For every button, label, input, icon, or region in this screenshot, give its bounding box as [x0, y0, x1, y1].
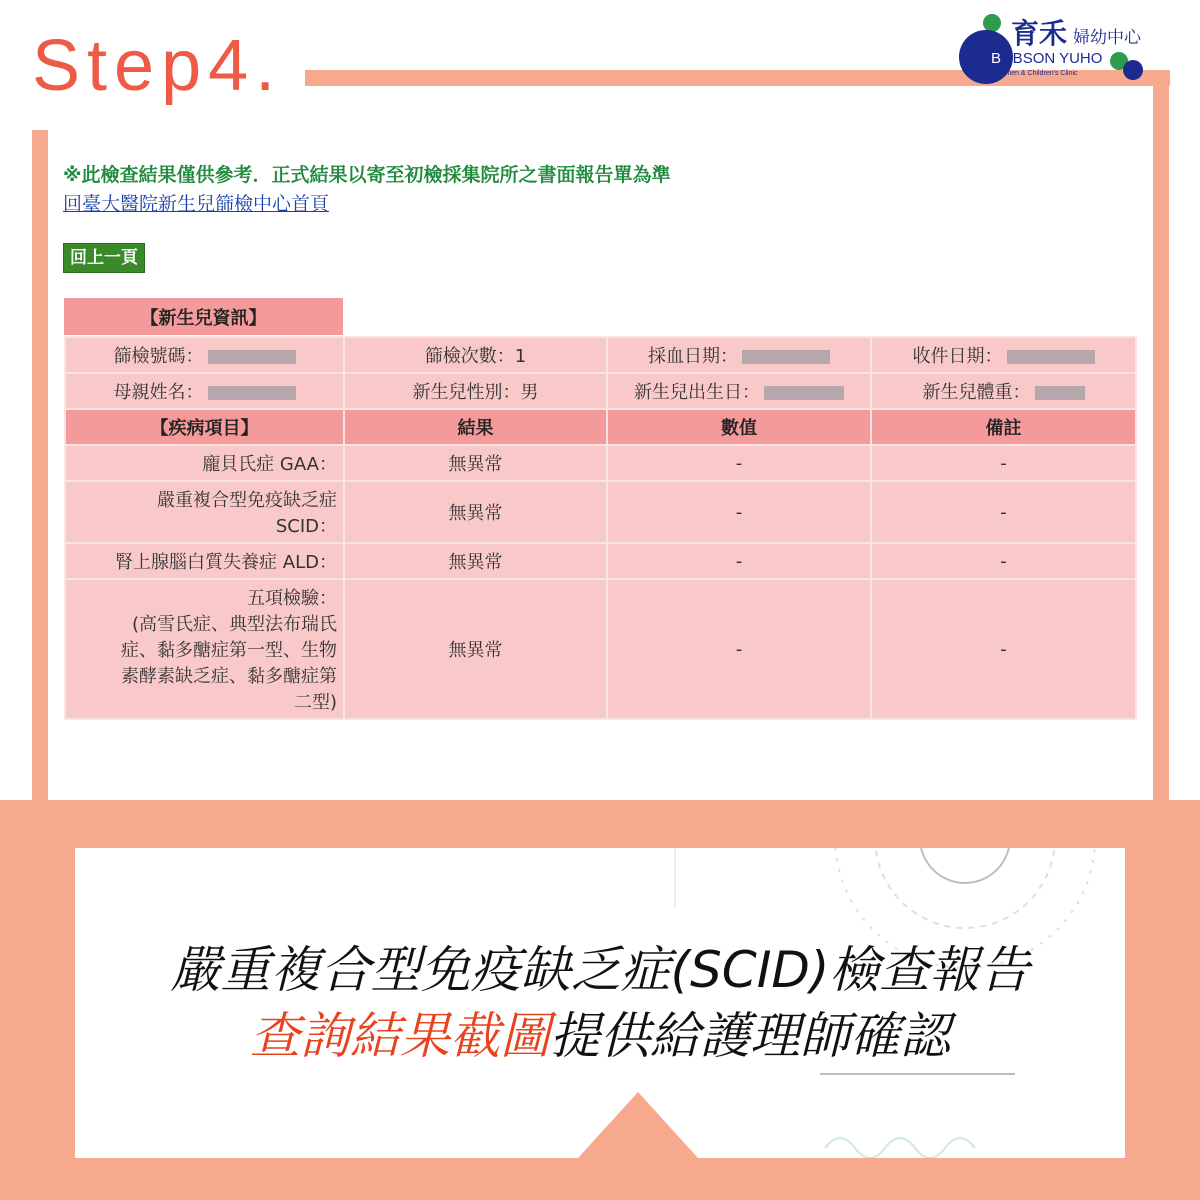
value-cell: -: [607, 579, 871, 719]
screening-center-home-link[interactable]: 回臺大醫院新生兒篩檢中心首頁: [63, 193, 330, 215]
col-disease-header: 【疾病項目】: [65, 409, 344, 445]
disclaimer-notice: ※此檢查結果僅供參考．正式結果以寄至初檢採集院所之書面報告單為準: [63, 164, 671, 186]
baby-sex-cell: 新生兒性別：男: [344, 373, 607, 409]
logo-subtitle: Women & Children's Clinic: [995, 70, 1078, 77]
table-row: [65, 543, 1136, 579]
disease-name: 龐貝氏症 GAA：: [65, 445, 344, 481]
disease-name: 嚴重複合型免疫缺乏症 SCID：: [65, 481, 344, 543]
screening-count-cell: 篩檢次數：1: [344, 337, 607, 373]
results-header-row: [65, 409, 1136, 445]
result-cell: 無異常: [344, 445, 607, 481]
caption-title: 嚴重複合型免疫缺乏症(SCID)檢查報告: [170, 941, 1030, 999]
back-button[interactable]: 回上一頁: [63, 243, 145, 273]
value-cell: -: [607, 543, 871, 579]
table-row: [65, 579, 1136, 719]
decorative-triangle: [578, 1092, 698, 1158]
redaction-mask: [208, 350, 296, 364]
result-cell: 無異常: [344, 481, 607, 543]
newborn-info-header: 【新生兒資訊】: [64, 298, 343, 335]
baby-birth-cell: 新生兒出生日：: [607, 373, 871, 409]
baby-weight-cell: 新生兒體重：: [871, 373, 1136, 409]
received-date-cell: 收件日期：: [871, 337, 1136, 373]
logo-dot-blue-small: [1123, 60, 1143, 80]
result-cell: 無異常: [344, 579, 607, 719]
screening-result-table: [64, 336, 1137, 720]
table-row: [65, 445, 1136, 481]
info-row: [65, 373, 1136, 409]
value-cell: -: [607, 481, 871, 543]
redaction-mask: [1035, 386, 1085, 400]
col-value-header: 數值: [607, 409, 871, 445]
frame-right-border: [1153, 70, 1169, 810]
frame-left-border: [32, 130, 48, 810]
redaction-mask: [208, 386, 296, 400]
step-label: Step4.: [32, 26, 283, 106]
redaction-mask: [764, 386, 844, 400]
decorative-line: [820, 1073, 1015, 1075]
col-note-header: 備註: [871, 409, 1136, 445]
note-cell: -: [871, 445, 1136, 481]
redaction-mask: [742, 350, 830, 364]
note-cell: -: [871, 543, 1136, 579]
redaction-mask: [1007, 350, 1095, 364]
logo-name-en: BOBSON YUHO: [991, 50, 1103, 67]
clinic-logo: [955, 10, 1175, 80]
value-cell: -: [607, 445, 871, 481]
blood-date-cell: 採血日期：: [607, 337, 871, 373]
info-row: [65, 337, 1136, 373]
logo-name-zh: 育禾 婦幼中心: [1011, 17, 1142, 50]
note-cell: -: [871, 481, 1136, 543]
result-cell: 無異常: [344, 543, 607, 579]
screening-number-cell: 篩檢號碼：: [65, 337, 344, 373]
mother-name-cell: 母親姓名：: [65, 373, 344, 409]
table-row: [65, 481, 1136, 543]
col-result-header: 結果: [344, 409, 607, 445]
caption-subtitle: 查詢結果截圖提供給護理師確認: [250, 1007, 950, 1065]
disease-name: 五項檢驗： (高雪氏症、典型法布瑞氏 症、黏多醣症第一型、生物 素酵素缺乏症、黏多醣症第 二型): [65, 579, 344, 719]
disease-name: 腎上腺腦白質失養症 ALD：: [65, 543, 344, 579]
caption-box: [75, 848, 1125, 1158]
note-cell: -: [871, 579, 1136, 719]
screening-page: [63, 160, 1138, 218]
